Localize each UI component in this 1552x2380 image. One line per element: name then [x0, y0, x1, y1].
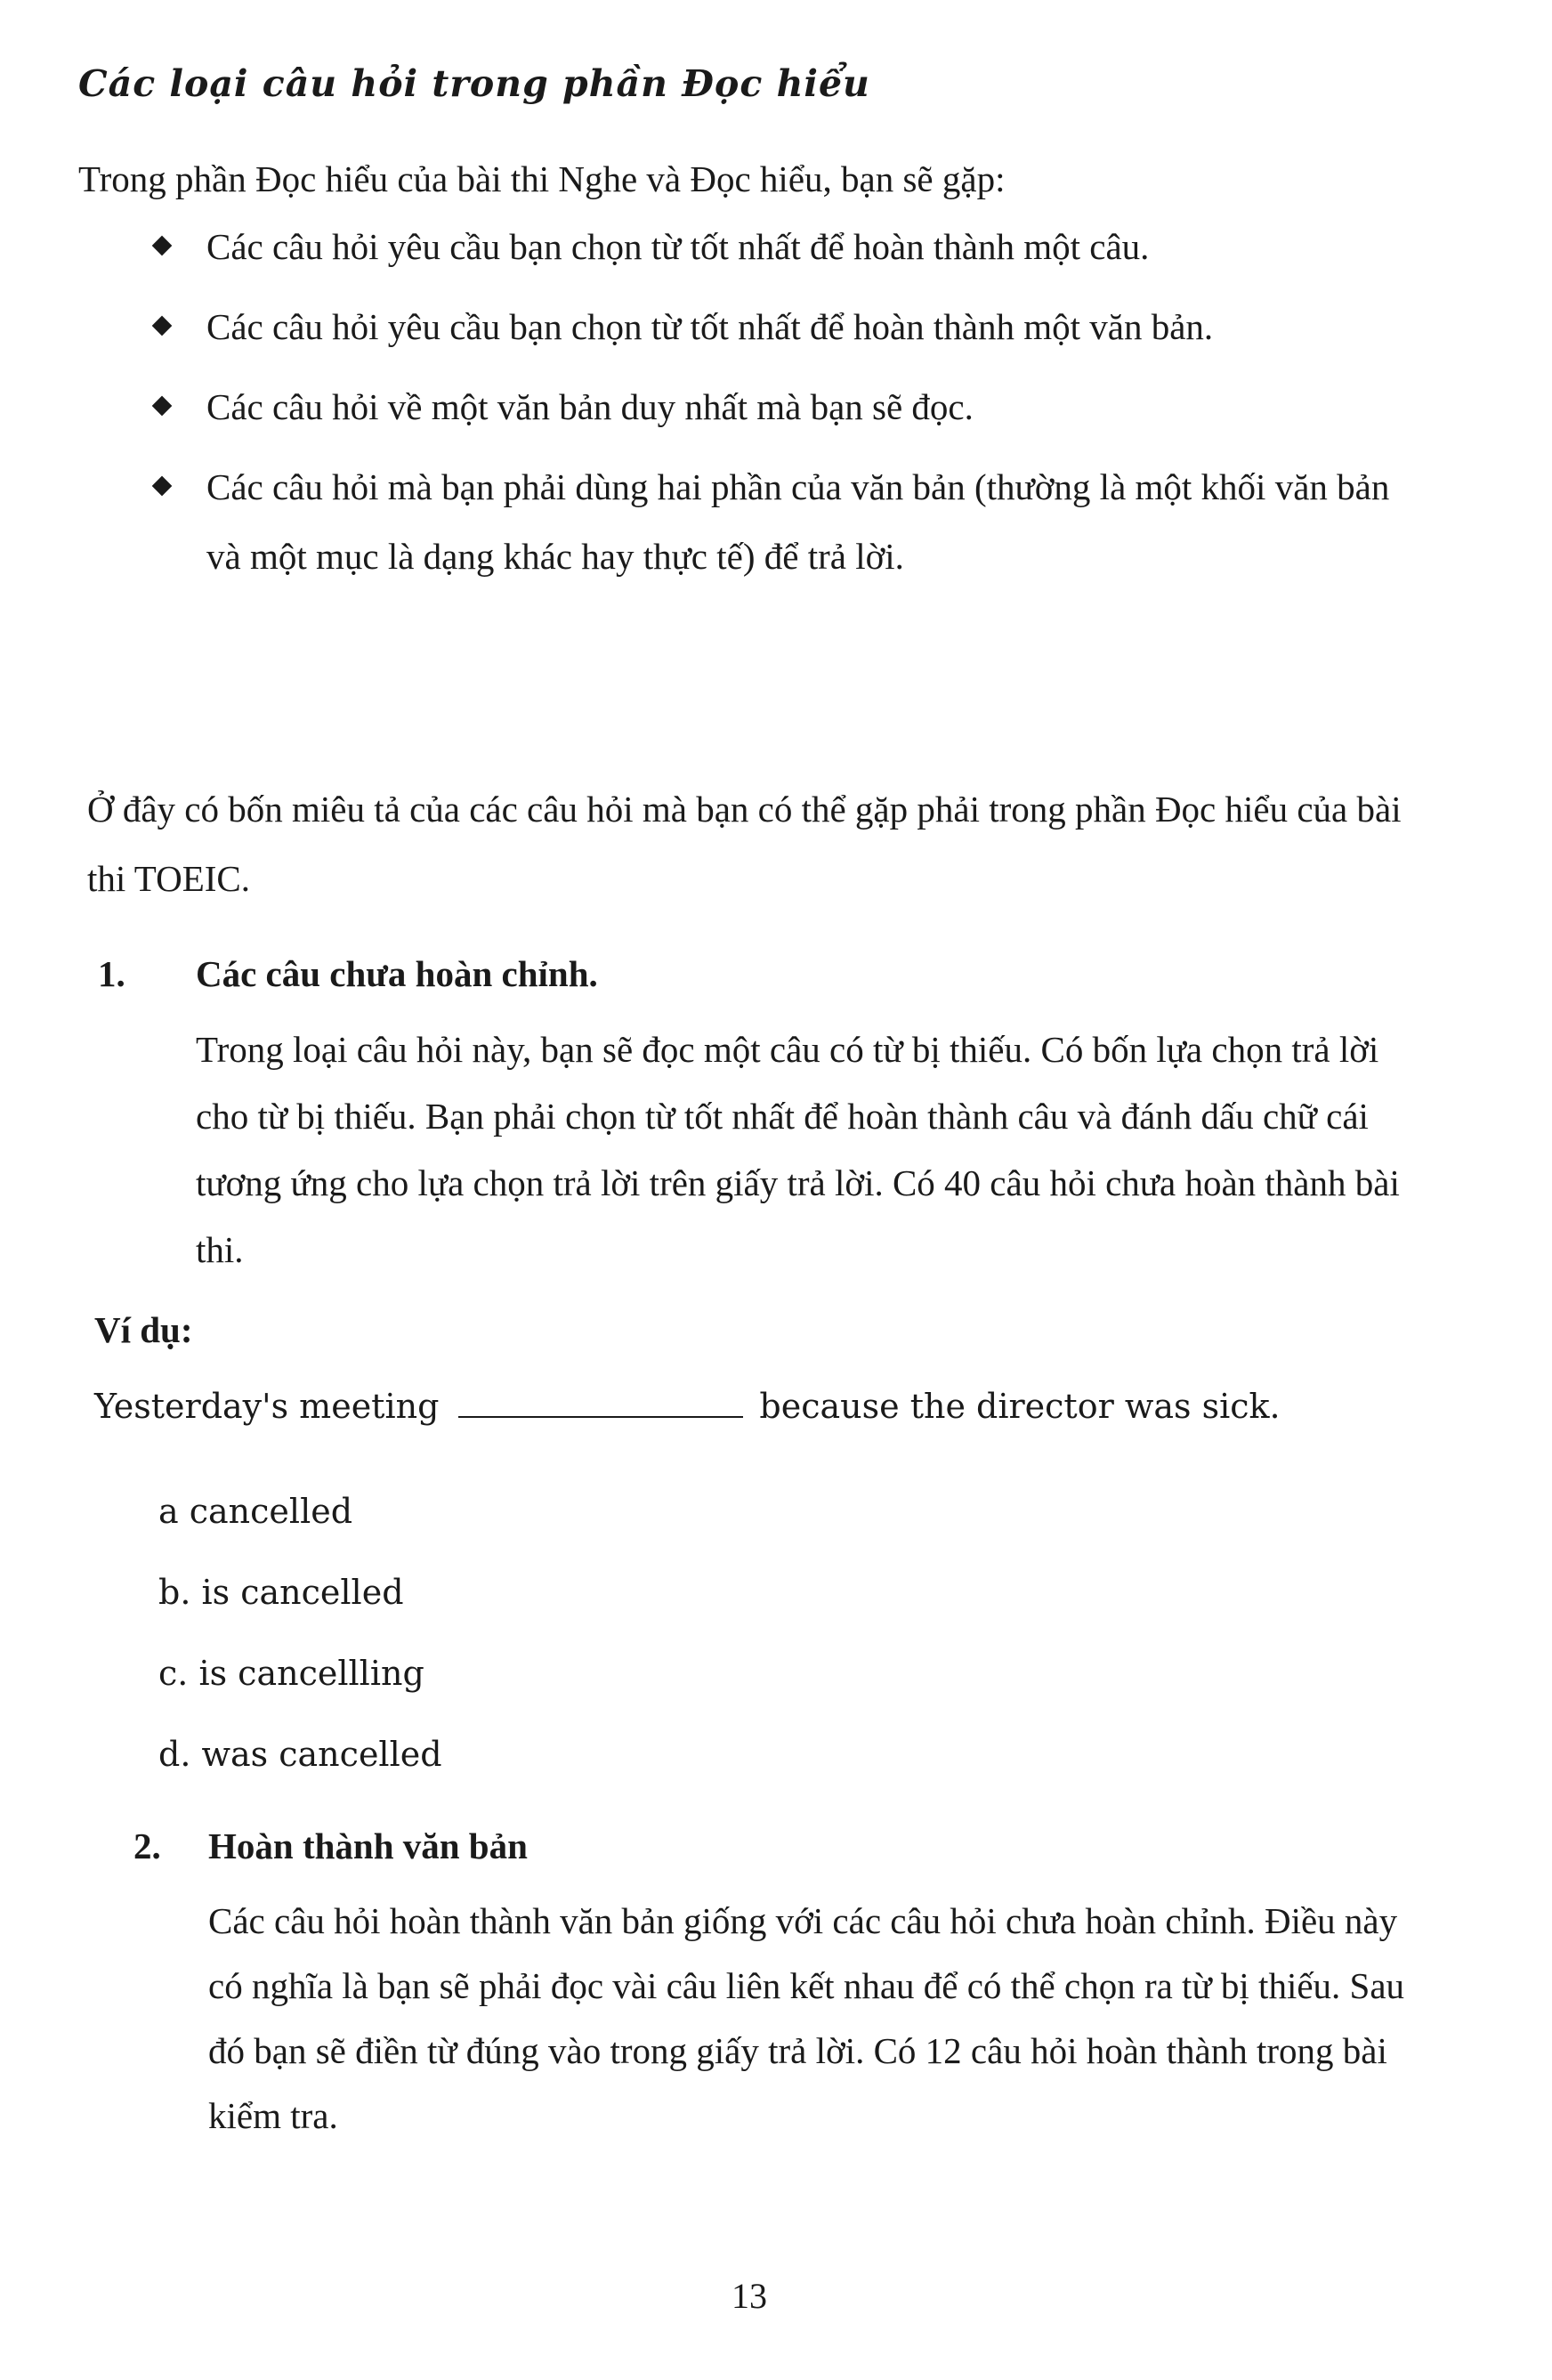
bullet-text: Các câu hỏi yêu cầu bạn chọn từ tốt nhất để hoàn thành một câu.	[206, 226, 1150, 267]
bullet-text: Các câu hỏi mà bạn phải dùng hai phần của văn bản (thường là một khối văn bản và một mục là dạng khác hay thực tế) để trả lời.	[206, 466, 1390, 577]
list-item	[150, 372, 1413, 441]
diamond-bullet-icon	[152, 236, 173, 256]
list-item	[150, 452, 1413, 591]
answer-options	[158, 1485, 442, 1809]
page-heading: Các loại câu hỏi trong phần Đọc hiểu	[78, 62, 870, 105]
section1-body: Trong loại câu hỏi này, bạn sẽ đọc một câu có từ bị thiếu. Có bốn lựa chọn trả lời cho từ bị thiếu. Bạn phải chọn từ tốt nhất để hoàn thành câu và đánh dấu chữ cái tương ứng cho lựa chọn trả lời trên giấy trả lời. Có 40 câu hỏi chưa hoàn thành bài thi.	[196, 1029, 1400, 1270]
example-sentence-start: Yesterday's meeting	[94, 1387, 440, 1426]
list-item	[150, 292, 1413, 361]
section1-heading	[98, 952, 598, 995]
list-item	[150, 212, 1413, 281]
answer-option: d. was cancelled	[158, 1735, 442, 1774]
answer-blank	[458, 1416, 743, 1418]
section2-heading	[133, 1825, 528, 1867]
answer-option: c. is cancellling	[158, 1654, 424, 1693]
example-sentence	[94, 1387, 1281, 1426]
bullet-list	[150, 212, 1413, 602]
diamond-bullet-icon	[152, 476, 173, 497]
example-label: Ví dụ:	[94, 1309, 193, 1350]
intro-paragraph: Trong phần Đọc hiểu của bài thi Nghe và Đọc hiểu, bạn sẽ gặp:	[78, 158, 1006, 199]
section2-body: Các câu hỏi hoàn thành văn bản giống với các câu hỏi chưa hoàn chỉnh. Điều này có nghĩa là bạn sẽ phải đọc vài câu liên kết nhau để có thể chọn ra từ bị thiếu. Sau đó bạn sẽ điền từ đúng vào trong giấy trả lời. Có 12 câu hỏi hoàn thành trong bài kiểm tra.	[208, 1900, 1405, 2136]
page-number: 13	[732, 2276, 767, 2316]
answer-option: a cancelled	[158, 1492, 353, 1531]
bullet-text: Các câu hỏi yêu cầu bạn chọn từ tốt nhất để hoàn thành một văn bản.	[206, 306, 1214, 347]
example-sentence-end: because the director was sick.	[759, 1387, 1281, 1426]
bullet-text: Các câu hỏi về một văn bản duy nhất mà bạn sẽ đọc.	[206, 386, 974, 427]
section2-number: 2.	[133, 1825, 161, 1866]
summary-paragraph: Ở đây có bốn miêu tả của các câu hỏi mà bạn có thể gặp phải trong phần Đọc hiểu của bài thi TOEIC.	[87, 789, 1402, 899]
diamond-bullet-icon	[152, 316, 173, 336]
answer-option: b. is cancelled	[158, 1573, 404, 1612]
section2-title: Hoàn thành văn bản	[208, 1825, 528, 1866]
section1-number: 1.	[98, 953, 125, 994]
section1-title: Các câu chưa hoàn chỉnh.	[196, 953, 598, 994]
diamond-bullet-icon	[152, 396, 173, 417]
